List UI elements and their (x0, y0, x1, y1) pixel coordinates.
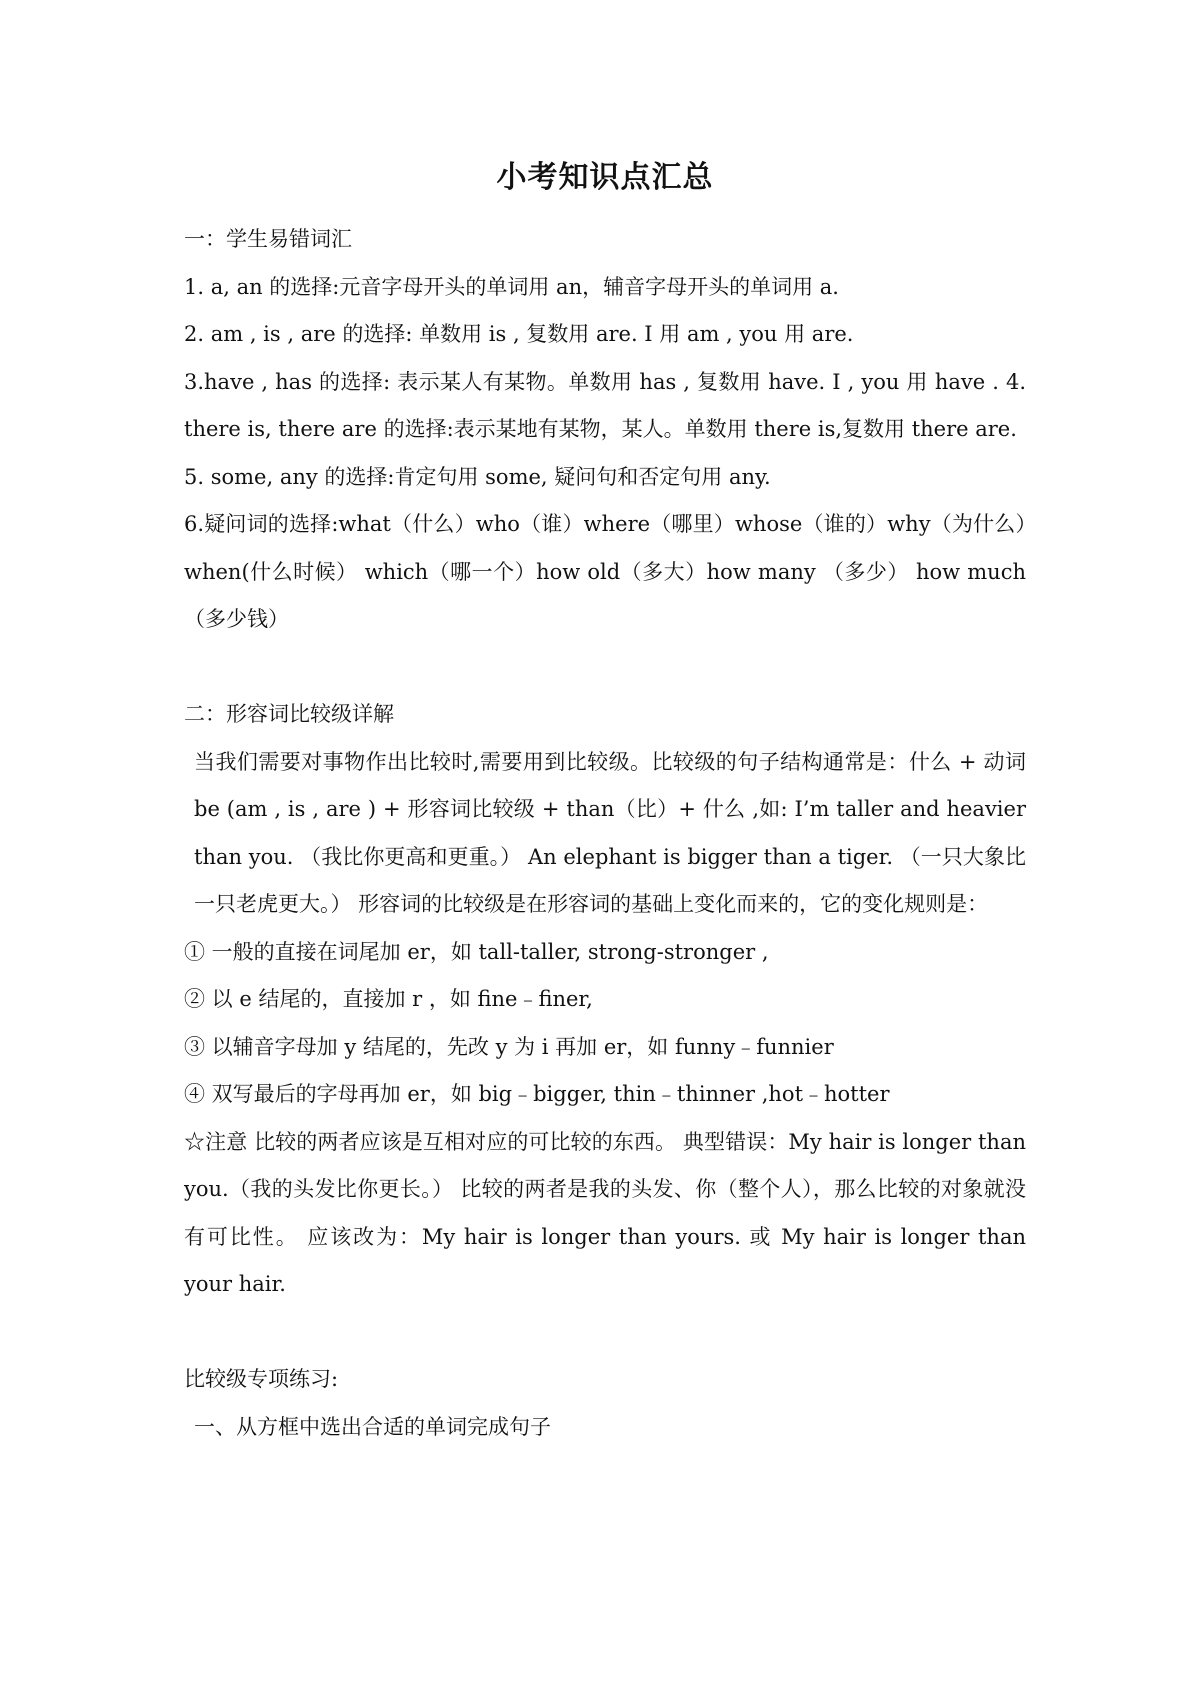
rule-3: ③ 以辅音字母加 y 结尾的，先改 y 为 i 再加 er，如 funny﹣funnier (184, 1034, 834, 1059)
rule-1: ① 一般的直接在词尾加 er，如 tall-taller, strong-stronger , (184, 939, 769, 964)
practice-subheading: 一、从方框中选出合适的单词完成句子 (194, 1414, 551, 1439)
spacer (184, 1309, 1026, 1357)
practice-heading: 比较级专项练习: (184, 1367, 339, 1391)
section1-item1: 1. a, an 的选择:元音字母开头的单词用 an，辅音字母开头的单词用 a. (184, 274, 839, 299)
section1-item2: 2. am , is , are 的选择: 单数用 is , 复数用 are. I 用 am , you 用 are. (184, 322, 854, 346)
rule-2: ② 以 e 结尾的，直接加 r ，如 fine﹣finer, (184, 987, 593, 1011)
note-paragraph: ☆注意 比较的两者应该是互相对应的可比较的东西。 典型错误：My hair is longer than you.（我的头发比你更长。） 比较的两者是我的头发、你（整个人），那么比较的对象就没有可比性。 应该改为：My hair is longer than yours. 或 My hair is longer than your hair. (184, 1129, 1026, 1296)
section2-heading: 二：形容词比较级详解 (184, 702, 394, 726)
rule-4: ④ 双写最后的字母再加 er，如 big﹣bigger, thin﹣thinner ,hot﹣hotter (184, 1082, 890, 1106)
section2-intro: 当我们需要对事物作出比较时,需要用到比较级。比较级的句子结构通常是：什么 + 动词 be (am , is , are ) + 形容词比较级 + than（比）+ 什么 ,如: I’m taller and heavier than you. （我比你更高和更重。） An elephant is bigger than a tiger. （一只大象比一只老虎更大。） 形容词的比较级是在形容词的基础上变化而来的，它的变化规则是： (194, 749, 1026, 916)
document-page (184, 150, 1026, 1451)
spacer (184, 644, 1026, 692)
document-title: 小考知识点汇总 (496, 160, 714, 195)
section1-item6: 6.疑问词的选择:what（什么）who（谁）where（哪里）whose（谁的）why（为什么）when(什么时候） which（哪一个）how old（多大）how many （多少） how much（多少钱） (184, 512, 1026, 631)
section1-item3-4: 3.have , has 的选择: 表示某人有某物。单数用 has , 复数用 have. I , you 用 have . 4. there is, there are 的选择:表示某地有某物，某人。单数用 there is,复数用 there are. (184, 369, 1026, 441)
section1-heading: 一：学生易错词汇 (184, 227, 352, 251)
section1-item5: 5. some, any 的选择:肯定句用 some, 疑问句和否定句用 any. (184, 464, 771, 489)
